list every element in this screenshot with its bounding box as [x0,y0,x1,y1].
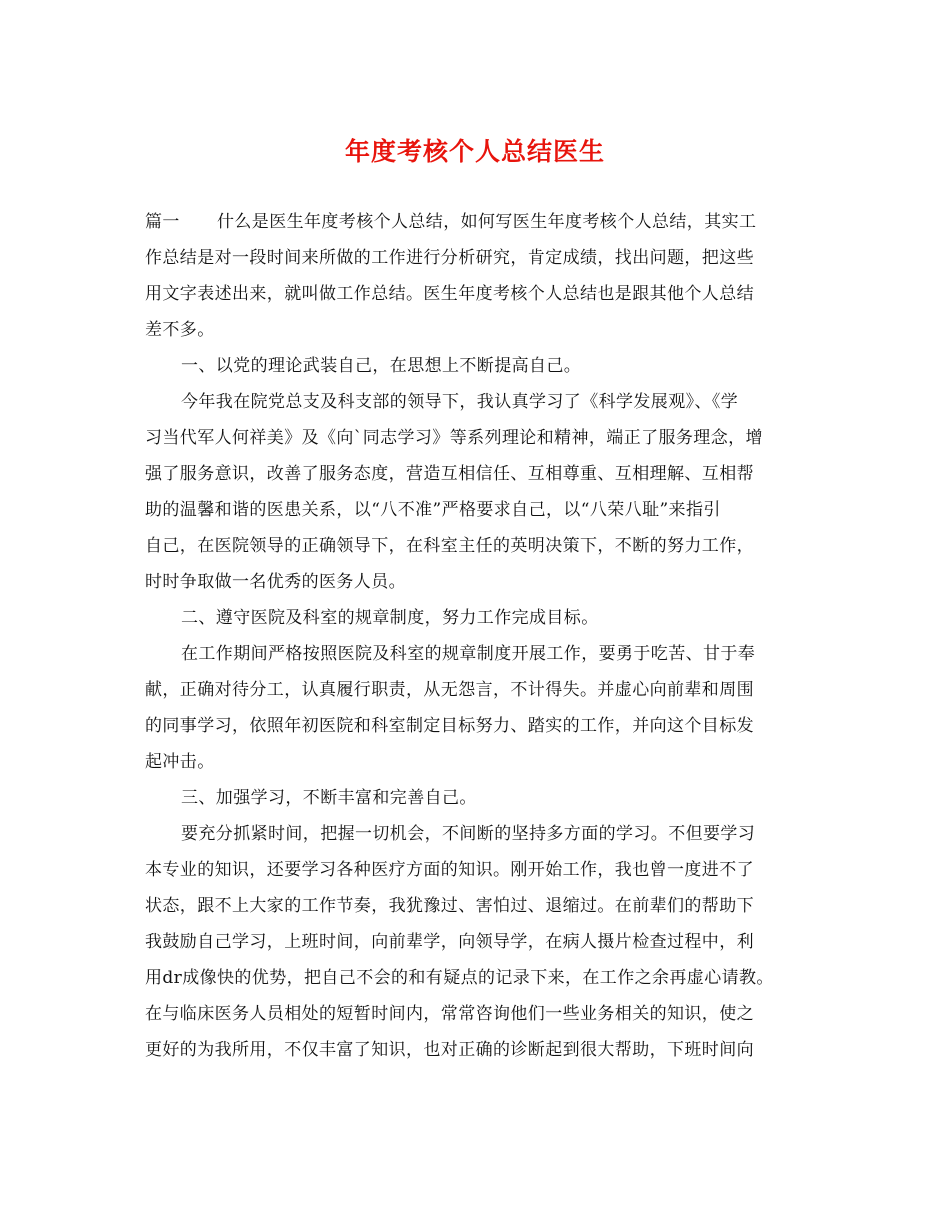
text-line-18: 要充分抓紧时间，把握一切机会，不间断的坚持多方面的学习。不但要学习 [181,824,756,844]
text-line-8: 强了服务意识，改善了服务态度，营造互相信任、互相尊重、互相理解、互相帮 [145,464,754,484]
text-line-3: 用文字表述出来，就叫做工作总结。医生年度考核个人总结也是跟其他个人总结 [145,284,754,304]
text-line-7: 习当代军人何祥美》及《向`同志学习》等系列理论和精神，端正了服务理念，增 [145,428,763,448]
section-heading-1: 一、以党的理论武装自己，在思想上不断提高自己。 [181,356,582,376]
text-line-14: 献，正确对待分工，认真履行职责，从无怨言，不计得失。并虚心向前辈和周围 [145,680,754,700]
text-line-6: 今年我在院党总支及科支部的领导下，我认真学习了《科学发展观》、《学 [181,392,739,412]
text-line-10: 自己，在医院领导的正确领导下，在科室主任的英明决策下，不断的努力工作， [145,536,754,556]
document-title: 年度考核个人总结医生 [344,137,605,166]
text-line-19: 本专业的知识，还要学习各种医疗方面的知识。刚开始工作，我也曾一度进不了 [145,860,754,880]
text-line-4: 差不多。 [145,320,215,340]
text-line-11: 时时争取做一名优秀的医务人员。 [145,572,406,592]
text-line-22: 用dr成像快的优势，把自己不会的和有疑点的记录下来，在工作之余再虚心请教。 [145,968,774,988]
text-line-15: 的同事学习，依照年初医院和科室制定目标努力、踏实的工作，并向这个目标发 [145,716,754,736]
text-line-1: 篇一 什么是医生年度考核个人总结，如何写医生年度考核个人总结，其实工 [145,204,835,240]
text-line-21: 我鼓励自己学习，上班时间，向前辈学，向领导学，在病人摄片检查过程中，利 [145,932,754,952]
section-label: 篇一 [145,212,180,232]
text-line-16: 起冲击。 [145,752,215,772]
section-heading-3: 三、加强学习，不断丰富和完善自己。 [181,788,477,808]
text-line-24: 更好的为我所用，不仅丰富了知识，也对正确的诊断起到很大帮助，下班时间向 [145,1040,754,1060]
text-line-2: 作总结是对一段时间来所做的工作进行分析研究，肯定成绩，找出问题，把这些 [145,248,754,268]
text-line-20: 状态，跟不上大家的工作节奏，我犹豫过、害怕过、退缩过。在前辈们的帮助下 [145,896,754,916]
section-heading-2: 二、遵守医院及科室的规章制度，努力工作完成目标。 [181,608,599,628]
text-line-9: 助的温馨和谐的医患关系，以“八不准”严格要求自己，以“八荣八耻”来指引 [145,500,721,520]
text-line-23: 在与临床医务人员相处的短暂时间内，常常咨询他们一些业务相关的知识，使之 [145,1004,754,1024]
text-line-13: 在工作期间严格按照医院及科室的规章制度开展工作，要勇于吃苦、甘于奉 [181,644,756,664]
